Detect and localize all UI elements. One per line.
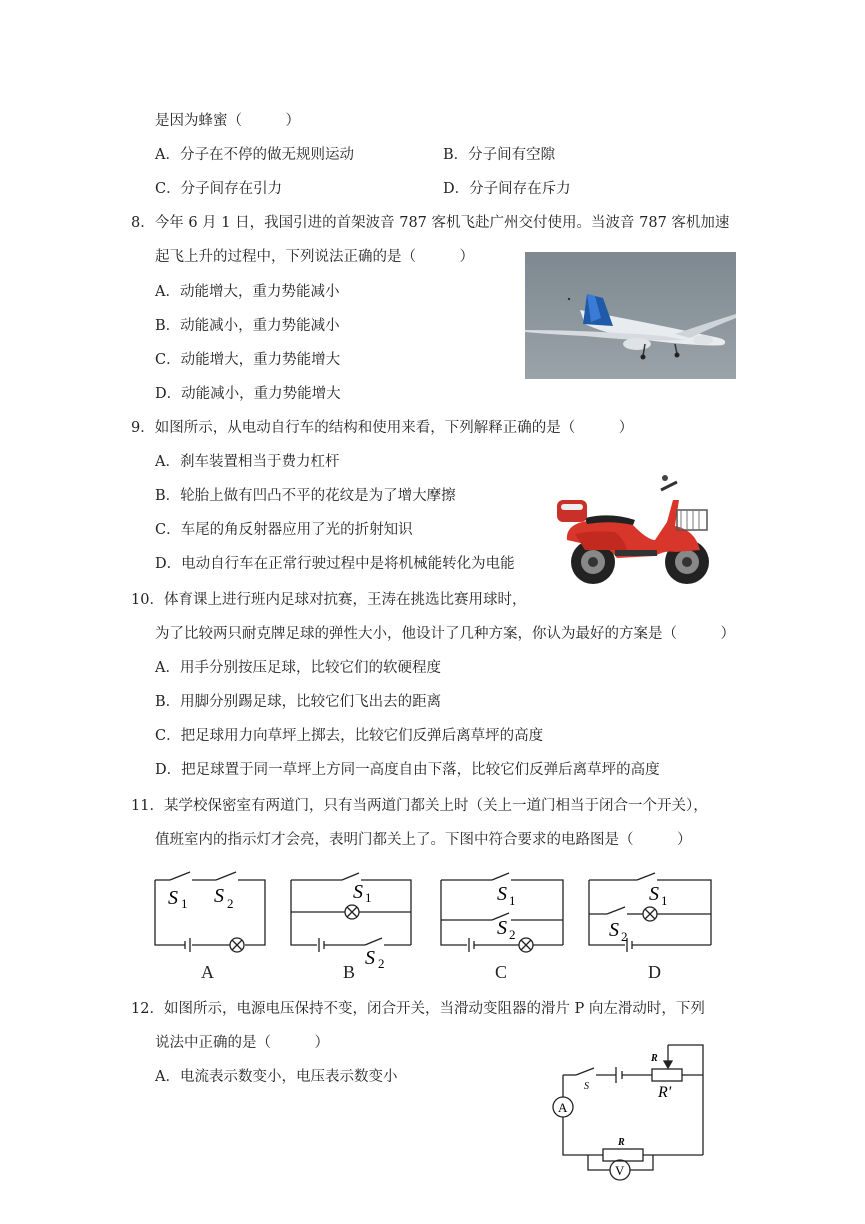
s1-label: S	[649, 883, 659, 905]
q9-option-b: B．轮胎上做有凹凸不平的花纹是为了增大摩擦	[155, 488, 456, 504]
electric-bike-photo	[555, 470, 720, 590]
circuit-label-c: C	[495, 962, 508, 982]
s1-sub: 1	[365, 890, 372, 905]
q11-stem-line1: 11．某学校保密室有两道门，只有当两道门都关上时（关上一道门相当于闭合一个开关），	[131, 798, 708, 814]
q12-stem-line1: 12．如图所示，电源电压保持不变，闭合开关，当滑动变阻器的滑片 P 向左滑动时，下列	[131, 1001, 705, 1017]
circuit-d	[585, 870, 715, 955]
s1-sub: 1	[181, 896, 188, 911]
circuit-label-b: B	[343, 962, 356, 982]
s2-sub: 2	[378, 956, 385, 970]
q12-stem-line2: 说法中正确的是（ ）	[155, 1035, 329, 1051]
q7-option-d: D．分子间存在斥力	[443, 181, 571, 197]
q11-stem-line2: 值班室内的指示灯才会亮，表明门都关上了。下图中符合要求的电路图是（ ）	[155, 832, 692, 848]
q10-stem-line1: 10．体育课上进行班内足球对抗赛，王涛在挑选比赛用球时，	[131, 592, 527, 608]
voltmeter-label: V	[615, 1163, 625, 1178]
q8-option-a: A．动能增大，重力势能减小	[155, 284, 340, 300]
circuit-label-a: A	[201, 962, 214, 982]
r-prime-label: R'	[658, 1084, 672, 1101]
s2-sub: 2	[509, 927, 516, 942]
s1-label: S	[497, 883, 507, 905]
circuit-a	[150, 870, 275, 955]
circuit-c	[437, 870, 567, 955]
r-bottom-label: R	[618, 1137, 625, 1148]
s1-label: S	[353, 881, 363, 903]
s2-label: S	[497, 917, 507, 939]
q8-stem-line1: 8．今年 6 月 1 日，我国引进的首架波音 787 客机飞赴广州交付使用。当波音 787 客机加速	[131, 215, 730, 231]
s2-label: S	[609, 919, 619, 941]
q9-option-c: C．车尾的角反射器应用了光的折射知识	[155, 522, 413, 538]
airplane-photo	[525, 252, 736, 379]
q12-option-a: A．电流表示数变小，电压表示数变小	[155, 1069, 398, 1085]
q10-stem-line2: 为了比较两只耐克牌足球的弹性大小，他设计了几种方案，你认为最好的方案是（ ）	[155, 626, 735, 642]
q7-option-a: A．分子在不停的做无规则运动	[155, 147, 354, 163]
s2-sub: 2	[227, 896, 234, 911]
q7-option-b: B．分子间有空隙	[443, 147, 556, 163]
q8-option-b: B．动能减小，重力势能减小	[155, 318, 340, 334]
q9-stem: 9．如图所示，从电动自行车的结构和使用来看，下列解释正确的是（ ）	[131, 420, 634, 436]
q10-option-b: B．用脚分别踢足球，比较它们飞出去的距离	[155, 694, 442, 710]
q8-option-c: C．动能增大，重力势能增大	[155, 352, 341, 368]
q12-circuit	[548, 1035, 718, 1185]
q8-stem-line2: 起飞上升的过程中，下列说法正确的是（ ）	[155, 249, 474, 265]
s2-sub: 2	[621, 929, 628, 944]
s2-label: S	[365, 947, 375, 969]
s1-label: S	[168, 887, 178, 909]
q9-option-d: D．电动自行车在正常行驶过程中是将机械能转化为电能	[155, 556, 515, 572]
s1-sub: 1	[509, 893, 516, 908]
q10-option-a: A．用手分别按压足球，比较它们的软硬程度	[155, 660, 441, 676]
ammeter-label: A	[558, 1100, 568, 1115]
circuit-b	[287, 870, 417, 970]
q9-option-a: A．刹车装置相当于费力杠杆	[155, 454, 340, 470]
q8-option-d: D．动能减小，重力势能增大	[155, 386, 341, 402]
s1-sub: 1	[661, 893, 668, 908]
switch-label: S	[584, 1081, 589, 1092]
q7-option-c: C．分子间存在引力	[155, 181, 283, 197]
q10-option-c: C．把足球用力向草坪上掷去，比较它们反弹后离草坪的高度	[155, 728, 544, 744]
q7-stem: 是因为蜂蜜（ ）	[155, 113, 300, 129]
circuit-label-d: D	[648, 962, 661, 982]
r-top-label: R	[651, 1053, 658, 1064]
s2-label: S	[214, 885, 224, 907]
q10-option-d: D．把足球置于同一草坪上方同一高度自由下落，比较它们反弹后离草坪的高度	[155, 762, 660, 778]
